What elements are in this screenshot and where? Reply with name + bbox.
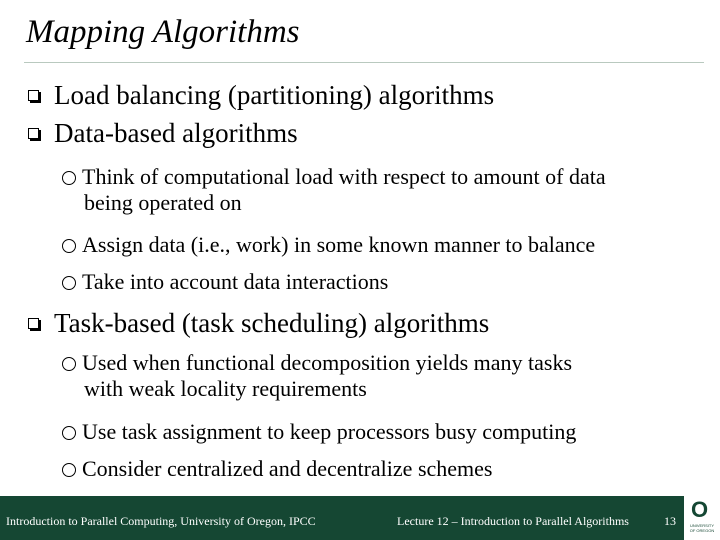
sub-bullet-text: Think of computational load with respect to amount of data [82, 164, 606, 189]
ring-bullet-icon [62, 463, 76, 477]
university-logo [684, 496, 720, 540]
ring-bullet-icon [62, 171, 76, 185]
footer-course: Introduction to Parallel Computing, University of Oregon, IPCC [6, 514, 316, 528]
sub-bullet-text: Assign data (i.e., work) in some known manner to balance [82, 232, 596, 257]
sub-bullet [62, 164, 702, 216]
sub-bullet-text: Used when functional decomposition yields many tasks [82, 350, 573, 375]
sub-bullet [62, 232, 702, 258]
square-bullet-icon [28, 128, 39, 139]
sub-bullet-text: Consider centralized and decentralize schemes [82, 456, 493, 481]
bullet-text: Load balancing (partitioning) algorithms [54, 80, 495, 110]
slide-title: Mapping Algorithms [26, 14, 300, 50]
ring-bullet-icon [62, 426, 76, 440]
ring-bullet-icon [62, 239, 76, 253]
title-divider [24, 62, 704, 63]
sub-bullet [62, 456, 702, 482]
sub-bullet-text-continued: with weak locality requirements [84, 376, 367, 401]
sub-bullet-text: Use task assignment to keep processors busy computing [82, 419, 577, 444]
sub-bullet [62, 269, 702, 295]
sub-bullet-text: Take into account data interactions [82, 269, 389, 294]
bullet-text: Task-based (task scheduling) algorithms [54, 308, 490, 338]
sub-bullet [62, 350, 702, 402]
slide-footer [0, 496, 684, 540]
logo-text: UNIVERSITY OF OREGON [689, 523, 715, 533]
page-number: 13 [664, 514, 676, 528]
logo-o-icon: O [691, 497, 709, 522]
footer-lecture: Lecture 12 – Introduction to Parallel Algorithms [397, 514, 629, 528]
bullet-text: Data-based algorithms [54, 118, 298, 148]
square-bullet-icon [28, 318, 39, 329]
sub-bullet [62, 419, 702, 445]
ring-bullet-icon [62, 357, 76, 371]
ring-bullet-icon [62, 276, 76, 290]
square-bullet-icon [28, 90, 39, 101]
sub-bullet-text-continued: being operated on [84, 190, 242, 215]
